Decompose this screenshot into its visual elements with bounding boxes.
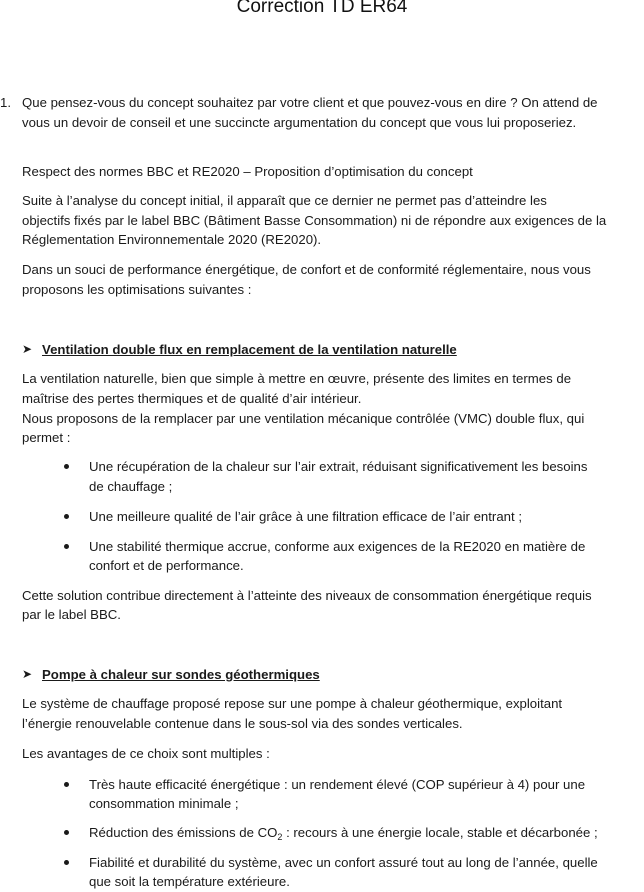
- question-line-1: Que pensez-vous du concept souhaitez par votre client et que pouvez-vous en dire ? On attend de: [22, 95, 598, 110]
- part2-heading: Pompe à chaleur sur sondes géothermiques: [42, 667, 320, 682]
- intro1-line-2: objectifs fixés par le label BBC (Bâtiment Basse Consommation) ni de répondre aux exigences de la: [22, 213, 607, 228]
- part1-conclusion-line-2: par le label BBC.: [22, 607, 121, 622]
- part2-bullet-co2: [89, 823, 598, 843]
- part1-para-line-4: permet :: [22, 430, 71, 445]
- part1-bullet-1-line-1: Une récupération de la chaleur sur l’air extrait, réduisant significativement les besoins: [89, 459, 588, 474]
- part1-bullet-3-line-2: confort et de performance.: [89, 558, 244, 573]
- bullet-dot-icon: [64, 860, 69, 865]
- co2-subscript: 2: [277, 832, 283, 842]
- bullet-dot-icon: [64, 782, 69, 787]
- part1-para-line-3: Nous proposons de la remplacer par une ventilation mécanique contrôlée (VMC) double flux, qui: [22, 411, 585, 426]
- intro1-line-1: Suite à l’analyse du concept initial, il apparaît que ce dernier ne permet pas d’atteindre les: [22, 193, 547, 208]
- arrow-bullet-icon: ➤: [22, 342, 33, 356]
- bullet-dot-icon: [64, 514, 69, 519]
- part1-conclusion-line-1: Cette solution contribue directement à l’atteinte des niveaux de consommation énergétique requis: [22, 588, 592, 603]
- part1-heading: Ventilation double flux en remplacement de la ventilation naturelle: [42, 342, 457, 357]
- part1-bullet-3-line-1: Une stabilité thermique accrue, conforme aux exigences de la RE2020 en matière de: [89, 539, 586, 554]
- part1-para-line-2: maîtrise des pertes thermiques et de qualité d’air intérieur.: [22, 391, 362, 406]
- part2-bullet-1-line-1: Très haute efficacité énergétique : un rendement élevé (COP supérieur à 4) pour une: [89, 777, 586, 792]
- co2-text-before: Réduction des émissions de CO: [89, 825, 278, 840]
- part1-para-line-1: La ventilation naturelle, bien que simple à mettre en œuvre, présente des limites en termes de: [22, 371, 572, 386]
- bullet-dot-icon: [64, 464, 69, 469]
- bullet-dot-icon: [64, 830, 69, 835]
- part2-bullet-1-line-2: consommation minimale ;: [89, 796, 239, 811]
- co2-text-after: : recours à une énergie locale, stable et décarbonée ;: [282, 825, 598, 840]
- part2-bullet-2-line-1: Fiabilité et durabilité du système, avec un confort assuré tout au long de l’année, quelle: [89, 855, 598, 870]
- part1-bullet-2-line-1: Une meilleure qualité de l’air grâce à une filtration efficace de l’air entrant ;: [89, 509, 522, 524]
- part2-advantages: Les avantages de ce choix sont multiples :: [22, 746, 270, 761]
- intro1-line-3: Réglementation Environnementale 2020 (RE2020).: [22, 232, 322, 247]
- part1-bullet-1-line-2: de chauffage ;: [89, 479, 173, 494]
- page-title: Correction TD ER64: [236, 0, 408, 17]
- arrow-bullet-icon: ➤: [22, 667, 33, 681]
- intro2-line-2: proposons les optimisations suivantes :: [22, 282, 252, 297]
- part2-para-line-2: l’énergie renouvelable contenue dans le sous-sol via des sondes verticales.: [22, 716, 463, 731]
- question-line-2: vous un devoir de conseil et une succincte argumentation du concept que vous lui proposeriez.: [22, 115, 577, 130]
- bullet-dot-icon: [64, 544, 69, 549]
- part2-para-line-1: Le système de chauffage proposé repose sur une pompe à chaleur géothermique, exploitant: [22, 696, 563, 711]
- question-number: 1.: [0, 95, 11, 110]
- part2-bullet-2-line-2: que soit la température extérieure.: [89, 874, 290, 889]
- intro2-line-1: Dans un souci de performance énergétique, de confort et de conformité réglementaire, nous vous: [22, 262, 591, 277]
- section-title: Respect des normes BBC et RE2020 – Proposition d’optimisation du concept: [22, 164, 473, 179]
